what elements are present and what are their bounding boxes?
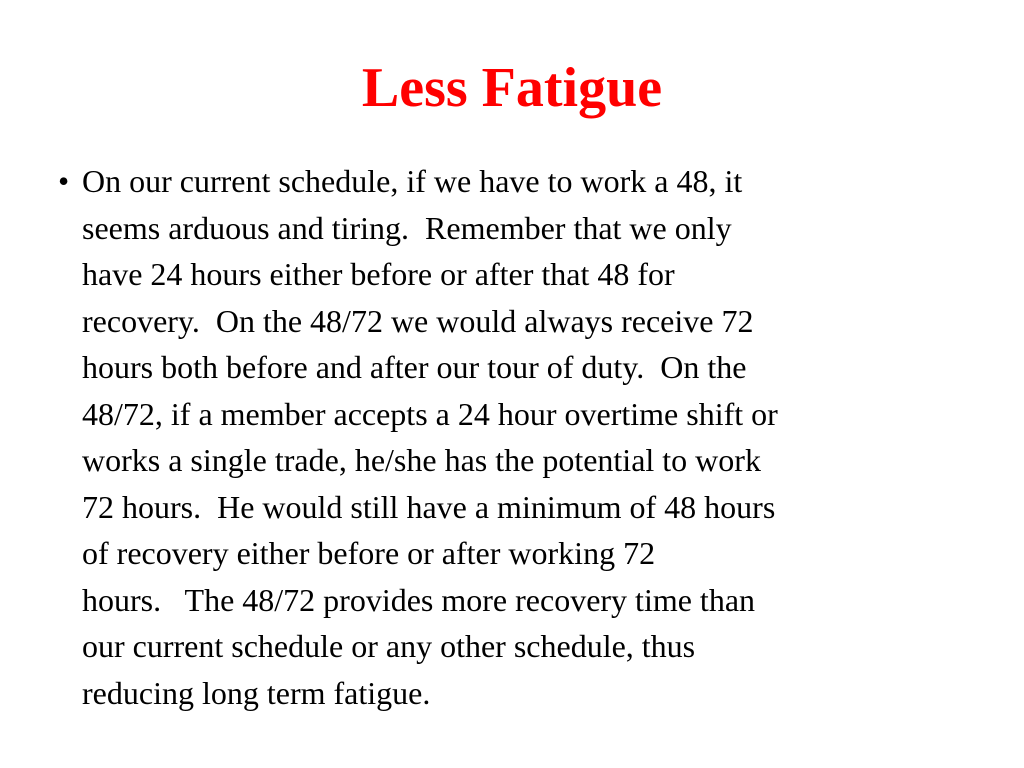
- bullet-text-line: 72 hours. He would still have a minimum of 48 hours: [82, 488, 776, 525]
- bullet-text-line: seems arduous and tiring. Remember that we only: [82, 209, 732, 246]
- bullet-text-line: 48/72, if a member accepts a 24 hour overtime shift or: [82, 395, 778, 432]
- bullet-text-line: hours. The 48/72 provides more recovery time than: [82, 581, 756, 618]
- bullet-text-line: our current schedule or any other schedule, thus: [82, 628, 696, 664]
- bullet-text-line: recovery. On the 48/72 we would always receive 72: [82, 302, 754, 339]
- bullet-text-line: works a single trade, he/she has the potential to work: [82, 442, 761, 478]
- bullet-text-line: reducing long term fatigue.: [82, 674, 431, 711]
- bullet-item: [48, 158, 968, 716]
- bullet-text-line: On our current schedule, if we have to work a 48, it: [82, 163, 743, 199]
- bullet-text-line: of recovery either before or after working 72: [82, 535, 656, 571]
- slide-title: Less Fatigue: [361, 57, 663, 119]
- bullet-text-line: have 24 hours either before or after that 48 for: [82, 256, 675, 292]
- bullet-dot-icon: •: [58, 163, 70, 199]
- bullet-list: [48, 158, 968, 716]
- bullet-text-line: hours both before and after our tour of duty. On the: [82, 349, 747, 385]
